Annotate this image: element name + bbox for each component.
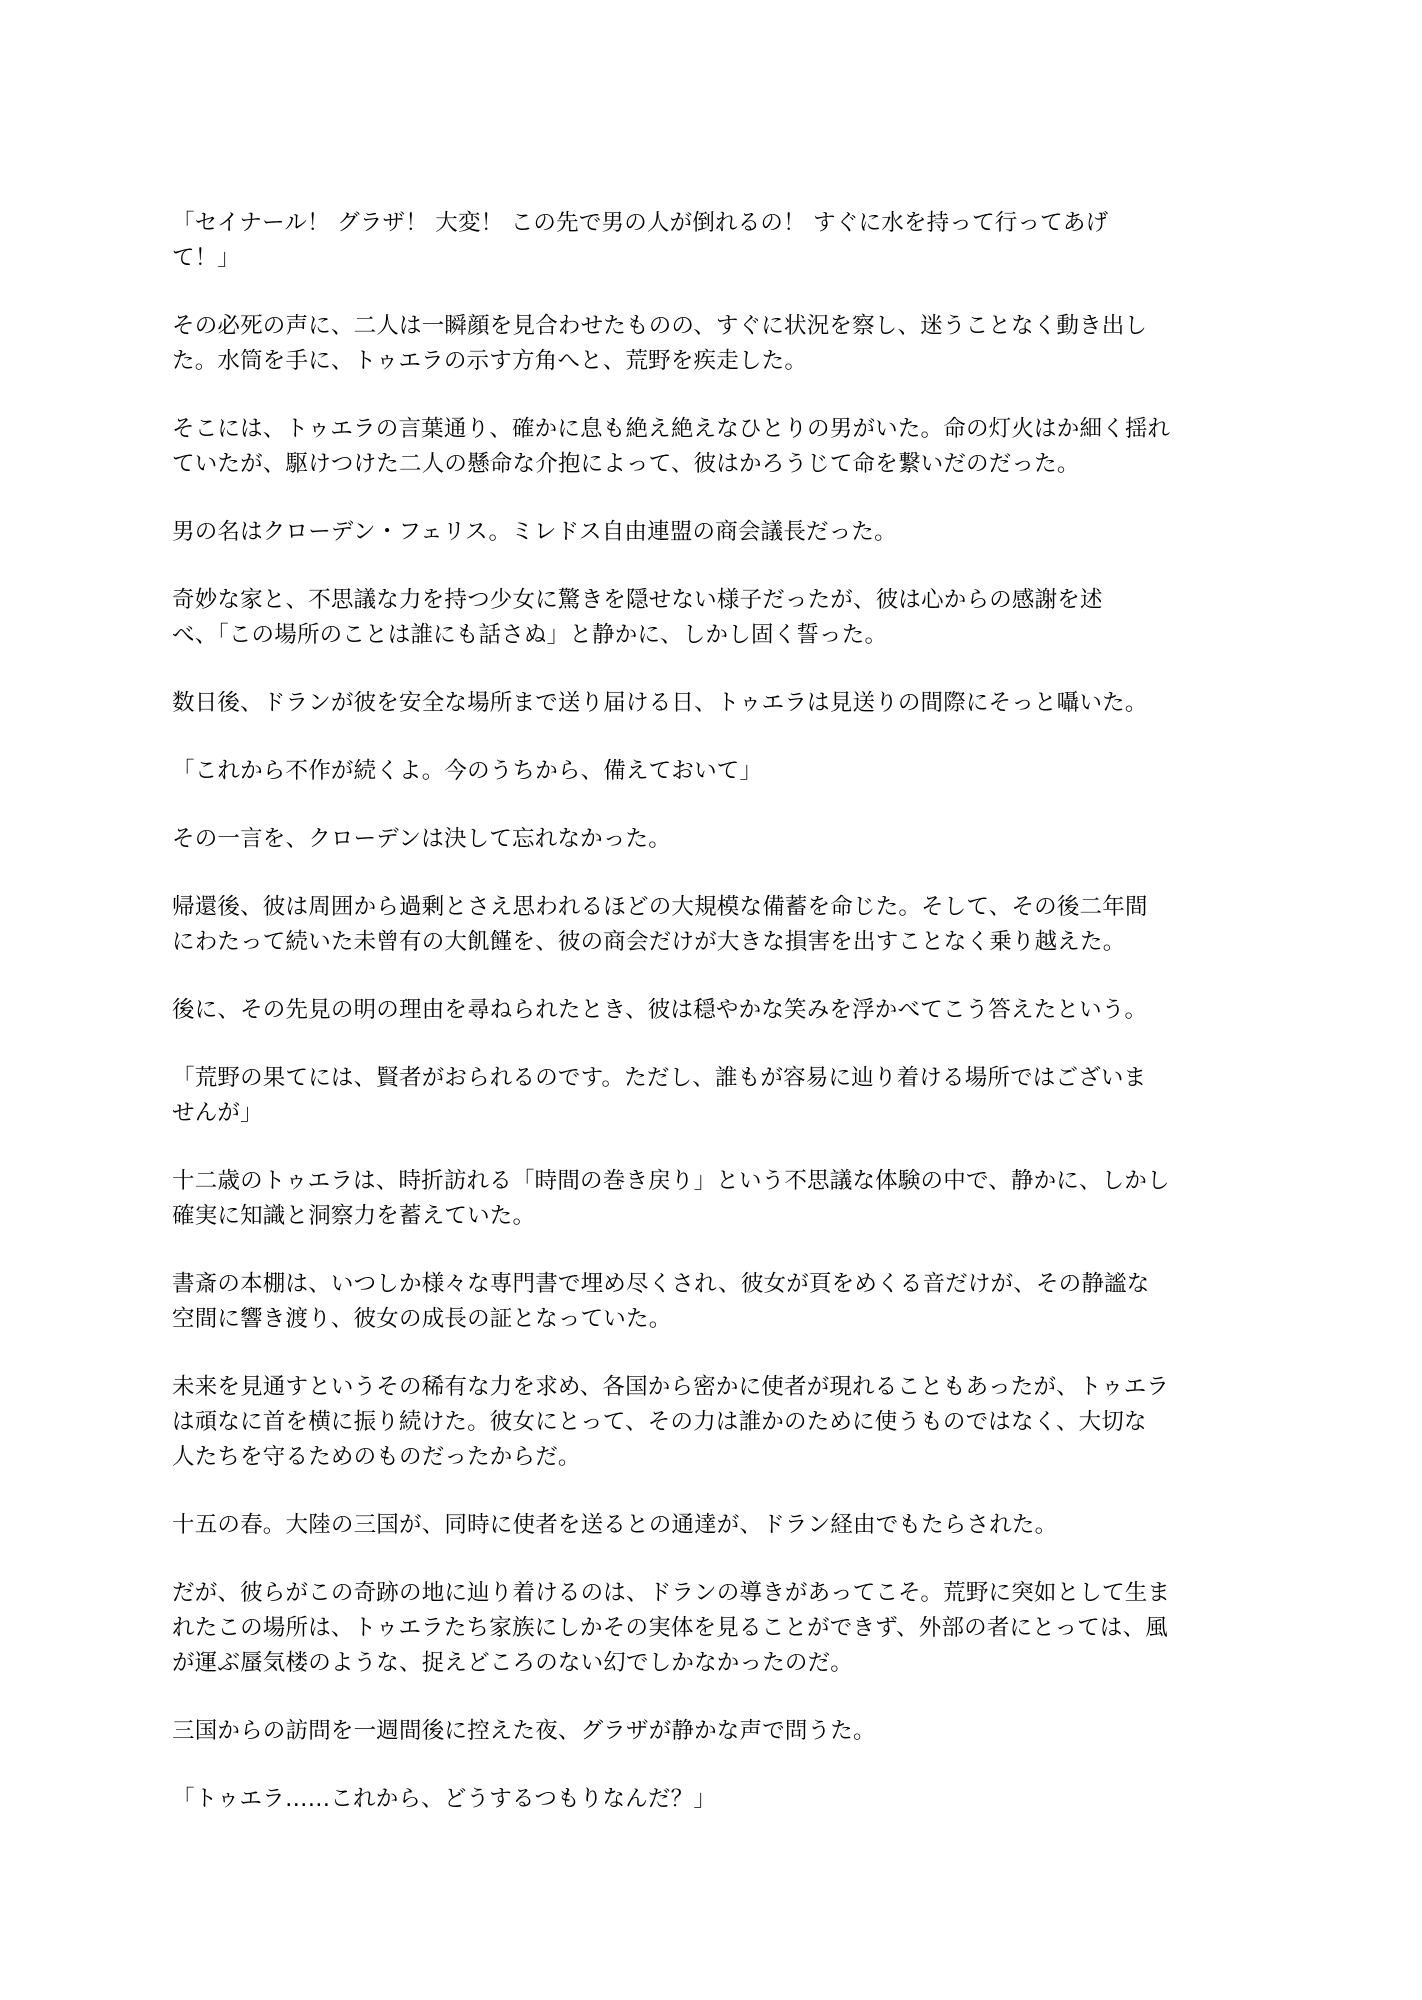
- paragraph: [172, 686, 1262, 721]
- text-line: 未来を見通すというその稀有な力を求め、各国から密かに使者が現れることもあったが、トゥエラ: [172, 1374, 1170, 1400]
- paragraph: [172, 822, 1262, 857]
- text-line: れたこの場所は、トゥエラたち家族にしかその実体を見ることができず、外部の者にとっては、風: [172, 1615, 1168, 1641]
- paragraph: [172, 754, 1262, 789]
- text-line: 十五の春。大陸の三国が、同時に使者を送るとの通達が、ドラン経由でもたらされた。: [172, 1512, 1058, 1538]
- text-line: 奇妙な家と、不思議な力を持つ少女に驚きを隠せない様子だったが、彼は心からの感謝を述: [172, 587, 1103, 613]
- text-line: せんが」: [172, 1100, 263, 1126]
- text-line: が運ぶ蜃気楼のような、捉えどころのない幻でしかなかったのだ。: [172, 1650, 854, 1676]
- text-line: 確実に知識と洞察力を蓄えていた。: [172, 1203, 536, 1229]
- paragraph: [172, 1508, 1262, 1543]
- paragraph: [172, 1782, 1262, 1817]
- text-line: そこには、トゥエラの言葉通り、確かに息も絶え絶えなひとりの男がいた。命の灯火はか細く揺れ: [172, 416, 1171, 442]
- text-line: 人たちを守るためのものだったからだ。: [172, 1444, 581, 1470]
- text-line: 「トゥエラ……これから、どうするつもりなんだ？」: [172, 1786, 717, 1812]
- paragraph: [172, 1714, 1262, 1749]
- text-line: 帰還後、彼は周囲から過剰とさえ思われるほどの大規模な備蓄を命じた。そして、その後二年間: [172, 894, 1148, 920]
- text-line: だが、彼らがこの奇跡の地に辿り着けるのは、ドランの導きがあってこそ。荒野に突如として生ま: [172, 1580, 1171, 1606]
- paragraph: [172, 309, 1262, 379]
- text-line: その必死の声に、二人は一瞬顔を見合わせたものの、すぐに状況を察し、迷うことなく動き出し: [172, 313, 1148, 339]
- text-line: 「荒野の果てには、賢者がおられるのです。ただし、誰もが容易に辿り着ける場所ではございま: [172, 1065, 1147, 1091]
- text-line: べ、「この場所のことは誰にも話さぬ」と静かに、しかし固く誓った。: [172, 622, 888, 648]
- paragraph: [172, 206, 1262, 276]
- text-line: て！」: [172, 245, 241, 271]
- text-line: にわたって続いた未曾有の大飢饉を、彼の商会だけが大きな損害を出すことなく乗り越えた。: [172, 929, 1126, 955]
- paragraph: [172, 1164, 1262, 1234]
- text-line: ていたが、駆けつけた二人の懸命な介抱によって、彼はかろうじて命を繋いだのだった。: [172, 451, 1080, 477]
- text-line: 十二歳のトゥエラは、時折訪れる「時間の巻き戻り」という不思議な体験の中で、静かに、しかし: [172, 1168, 1170, 1194]
- text-line: 書斎の本棚は、いつしか様々な専門書で埋め尽くされ、彼女が頁をめくる音だけが、その静謐な: [172, 1271, 1150, 1297]
- document-body: [172, 206, 1262, 1850]
- text-line: は頑なに首を横に振り続けた。彼女にとって、その力は誰かのために使うものではなく、大切な: [172, 1409, 1147, 1435]
- paragraph: [172, 993, 1262, 1028]
- text-line: その一言を、クローデンは決して忘れなかった。: [172, 826, 671, 852]
- text-line: 空間に響き渡り、彼女の成長の証となっていた。: [172, 1306, 672, 1332]
- paragraph: [172, 515, 1262, 550]
- paragraph: [172, 1576, 1262, 1681]
- text-line: 後に、その先見の明の理由を尋ねられたとき、彼は穏やかな笑みを浮かべてこう答えたという。: [172, 997, 1148, 1023]
- text-line: た。水筒を手に、トゥエラの示す方角へと、荒野を疾走した。: [172, 348, 808, 374]
- text-line: 「セイナール！ グラザ！ 大変！ この先で男の人が倒れるの！ すぐに水を持って行ってあげ: [172, 210, 1109, 236]
- text-line: 男の名はクローデン・フェリス。ミレドス自由連盟の商会議長だった。: [172, 519, 897, 545]
- paragraph: [172, 1370, 1262, 1475]
- paragraph: [172, 583, 1262, 653]
- text-line: 三国からの訪問を一週間後に控えた夜、グラザが静かな声で問うた。: [172, 1718, 876, 1744]
- paragraph: [172, 890, 1262, 960]
- paragraph: [172, 412, 1262, 482]
- paragraph: [172, 1061, 1262, 1131]
- text-line: 数日後、ドランが彼を安全な場所まで送り届ける日、トゥエラは見送りの間際にそっと囁いた。: [172, 690, 1148, 716]
- text-line: 「これから不作が続くよ。今のうちから、備えておいて」: [172, 758, 763, 784]
- paragraph: [172, 1267, 1262, 1337]
